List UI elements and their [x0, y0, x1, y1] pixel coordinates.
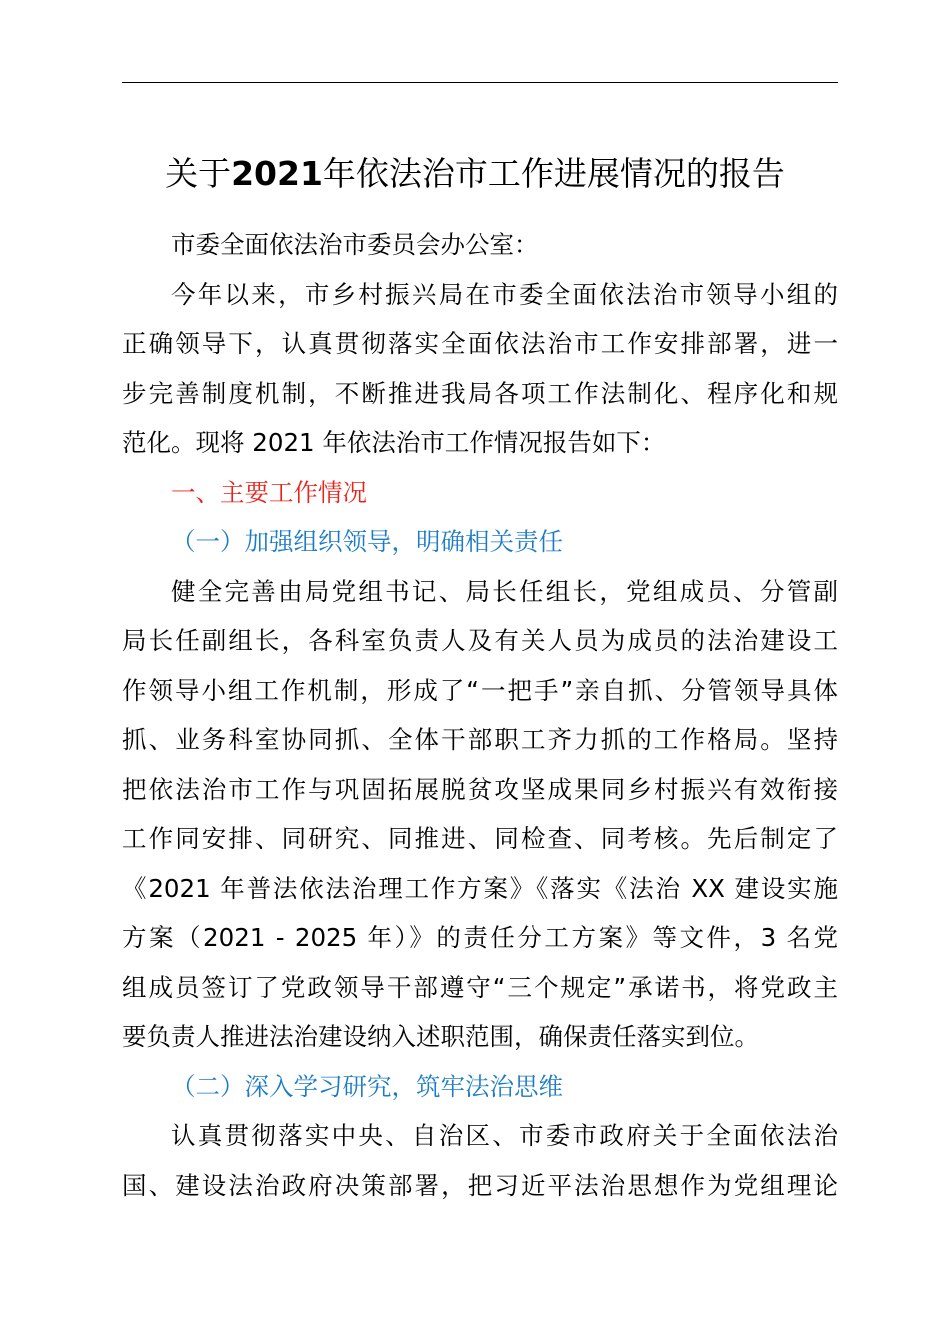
paragraph-line: 抓、业务科室协同抓、全体干部职工齐力抓的工作格局。坚持	[122, 725, 838, 754]
paragraph-line: 局长任副组长，各科室负责人及有关人员为成员的法治建设工	[122, 626, 838, 655]
subsection-heading: （一）加强组织领导，明确相关责任	[171, 527, 563, 556]
section-heading: 一、主要工作情况	[171, 477, 367, 507]
subsection-heading: （二）深入学习研究，筑牢法治思维	[171, 1071, 563, 1101]
paragraph-line: 健全完善由局党组书记、局长任组长，党组成员、分管副	[171, 576, 838, 606]
title-year: 2021	[231, 154, 323, 193]
paragraph-line: 组成员签订了党政领导干部遵守“三个规定”承诺书，将党政主	[122, 972, 838, 1002]
paragraph-line: 方案（2021 - 2025 年）》的责任分工方案》等文件，3 名党	[122, 923, 838, 952]
paragraph-line: 认真贯彻落实中央、自治区、市委市政府关于全面依法治	[171, 1121, 838, 1150]
intro-line: 正确领导下，认真贯彻落实全面依法治市工作安排部署，进一	[122, 329, 838, 358]
document-title	[0, 146, 950, 202]
document-body	[122, 220, 838, 1210]
paragraph-line: 把依法治市工作与巩固拓展脱贫攻坚成果同乡村振兴有效衔接	[122, 774, 838, 804]
addressee: 市委全面依法治市委员会办公室：	[171, 230, 539, 259]
title-prefix: 关于	[165, 154, 232, 193]
paragraph-line: 工作同安排、同研究、同推进、同检查、同考核。先后制定了	[122, 824, 838, 853]
intro-line: 范化。现将 2021 年依法治市工作情况报告如下：	[122, 428, 666, 457]
paragraph-line: 要负责人推进法治建设纳入述职范围，确保责任落实到位。	[122, 1022, 759, 1051]
paragraph-line: 作领导小组工作机制，形成了“一把手”亲自抓、分管领导具体	[122, 675, 838, 705]
intro-line: 今年以来，市乡村振兴局在市委全面依法治市领导小组的	[171, 279, 838, 309]
header-rule	[122, 82, 838, 83]
title-suffix: 年依法治市工作进展情况的报告	[322, 154, 785, 193]
intro-line: 步完善制度机制，不断推进我局各项工作法制化、程序化和规	[122, 378, 838, 408]
paragraph-line: 国、建设法治政府决策部署，把习近平法治思想作为党组理论	[122, 1170, 838, 1200]
paragraph-line: 《2021 年普法依法治理工作方案》《落实《法治 XX 建设实施	[122, 873, 838, 903]
